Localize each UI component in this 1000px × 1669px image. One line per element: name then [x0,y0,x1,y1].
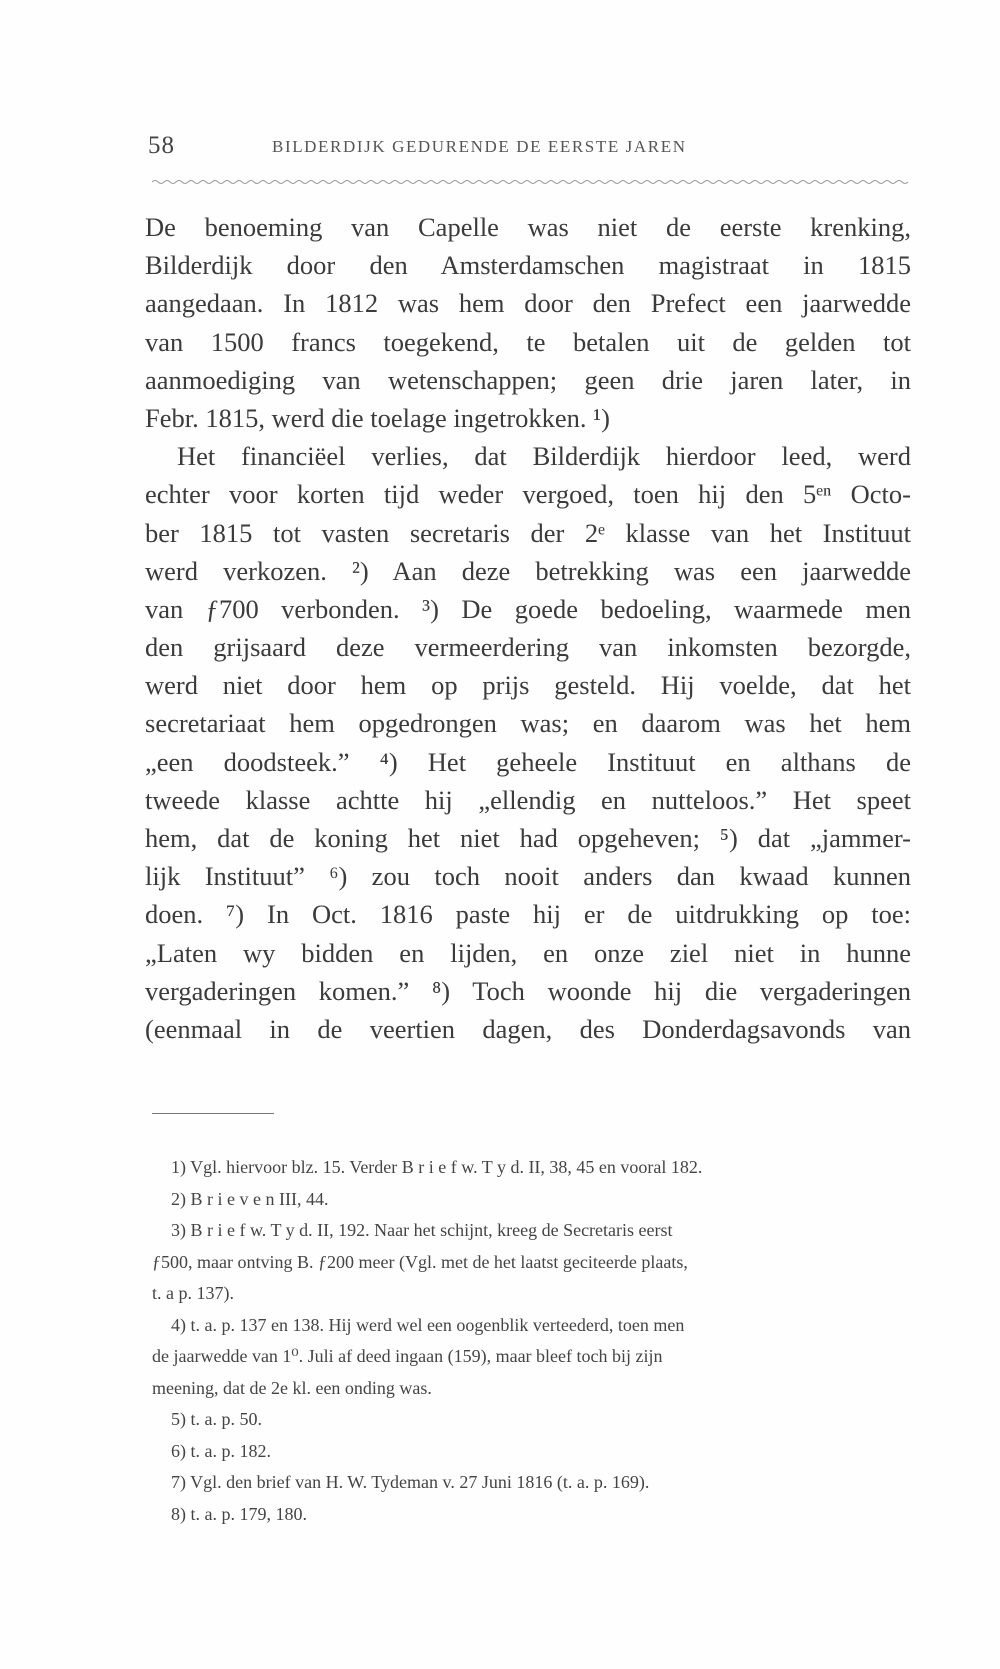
body-line: hem, dat de koning het niet had opgeheven; ⁵) dat „jammer- [145,823,911,853]
footnote-line: 5) t. a. p. 50. [171,1409,262,1429]
body-text [145,208,911,1048]
body-line: lijk Instituut” ⁶) zou toch nooit anders dan kwaad kunnen [145,861,911,892]
body-line: echter voor korten tijd weder vergoed, toen hij den 5ᵉⁿ Octo- [145,479,911,510]
page-number: 58 [148,132,175,159]
footnotes [152,1152,912,1530]
wavy-header-rule [152,178,912,186]
body-line: werd niet door hem op prijs gesteld. Hij voelde, dat het [145,670,911,701]
footnote-separator [152,1113,274,1114]
footnote-line: ƒ500, maar ontving B. ƒ200 meer (Vgl. met de het laatst geciteerde plaats, [152,1251,688,1272]
running-title: BILDERDIJK GEDURENDE DE EERSTE JAREN [272,137,687,156]
body-line: tweede klasse achtte hij „ellendig en nutteloos.” Het speet [145,784,911,815]
body-line: Het financiëel verlies, dat Bilderdijk hierdoor leed, werd [177,441,911,472]
body-line: (eenmaal in de veertien dagen, des Donderdagsavonds van [145,1013,911,1044]
footnote-line: 1) Vgl. hiervoor blz. 15. Verder B r i e f w. T y d. II, 38, 45 en vooral 182. [171,1157,703,1177]
footnote-line: 7) Vgl. den brief van H. W. Tydeman v. 27 Juni 1816 (t. a. p. 169). [171,1472,650,1492]
body-line: Bilderdijk door den Amsterdamschen magistraat in 1815 [145,250,911,281]
body-line: ber 1815 tot vasten secretaris der 2ᵉ klasse van het Instituut [145,517,911,548]
body-line: van ƒ700 verbonden. ³) De goede bedoeling, waarmede men [145,593,911,624]
body-line: den grijsaard deze vermeerdering van inkomsten bezorgde, [145,632,911,663]
body-line: van 1500 francs toegekend, te betalen uit de gelden tot [145,326,911,357]
body-line: aangedaan. In 1812 was hem door den Prefect een jaarwedde [145,288,911,319]
body-line: „Laten wy bidden en lijden, en onze ziel niet in hunne [145,937,911,968]
footnote-line: 8) t. a. p. 179, 180. [171,1503,307,1524]
footnote-line: t. a p. 137). [152,1283,234,1303]
footnote-line: meening, dat de 2e kl. een onding was. [152,1377,432,1398]
body-line: secretariaat hem opgedrongen was; en daarom was het hem [145,708,911,739]
running-head [148,132,908,172]
body-line: vergaderingen komen.” ⁸) Toch woonde hij die vergaderingen [145,975,911,1006]
footnote-line: de jaarwedde van 1⁰. Juli af deed ingaan (159), maar bleef toch bij zijn [152,1346,663,1366]
footnote-line: 6) t. a. p. 182. [171,1440,271,1461]
footnote-line: 3) B r i e f w. T y d. II, 192. Naar het schijnt, kreeg de Secretaris eerst [171,1220,673,1240]
footnote-line: 2) B r i e v e n III, 44. [171,1188,329,1209]
body-line: doen. ⁷) In Oct. 1816 paste hij er de uitdrukking op toe: [145,899,911,930]
body-line: De benoeming van Capelle was niet de eerste krenking, [145,212,911,242]
body-line: werd verkozen. ²) Aan deze betrekking was een jaarwedde [145,555,911,586]
body-line: Febr. 1815, werd die toelage ingetrokken. ¹) [145,402,610,433]
footnote-line: 4) t. a. p. 137 en 138. Hij werd wel een oogenblik verteederd, toen men [171,1314,685,1335]
body-line: aanmoediging van wetenschappen; geen drie jaren later, in [145,364,911,395]
body-line: „een doodsteek.” ⁴) Het geheele Instituut en althans de [145,746,911,777]
